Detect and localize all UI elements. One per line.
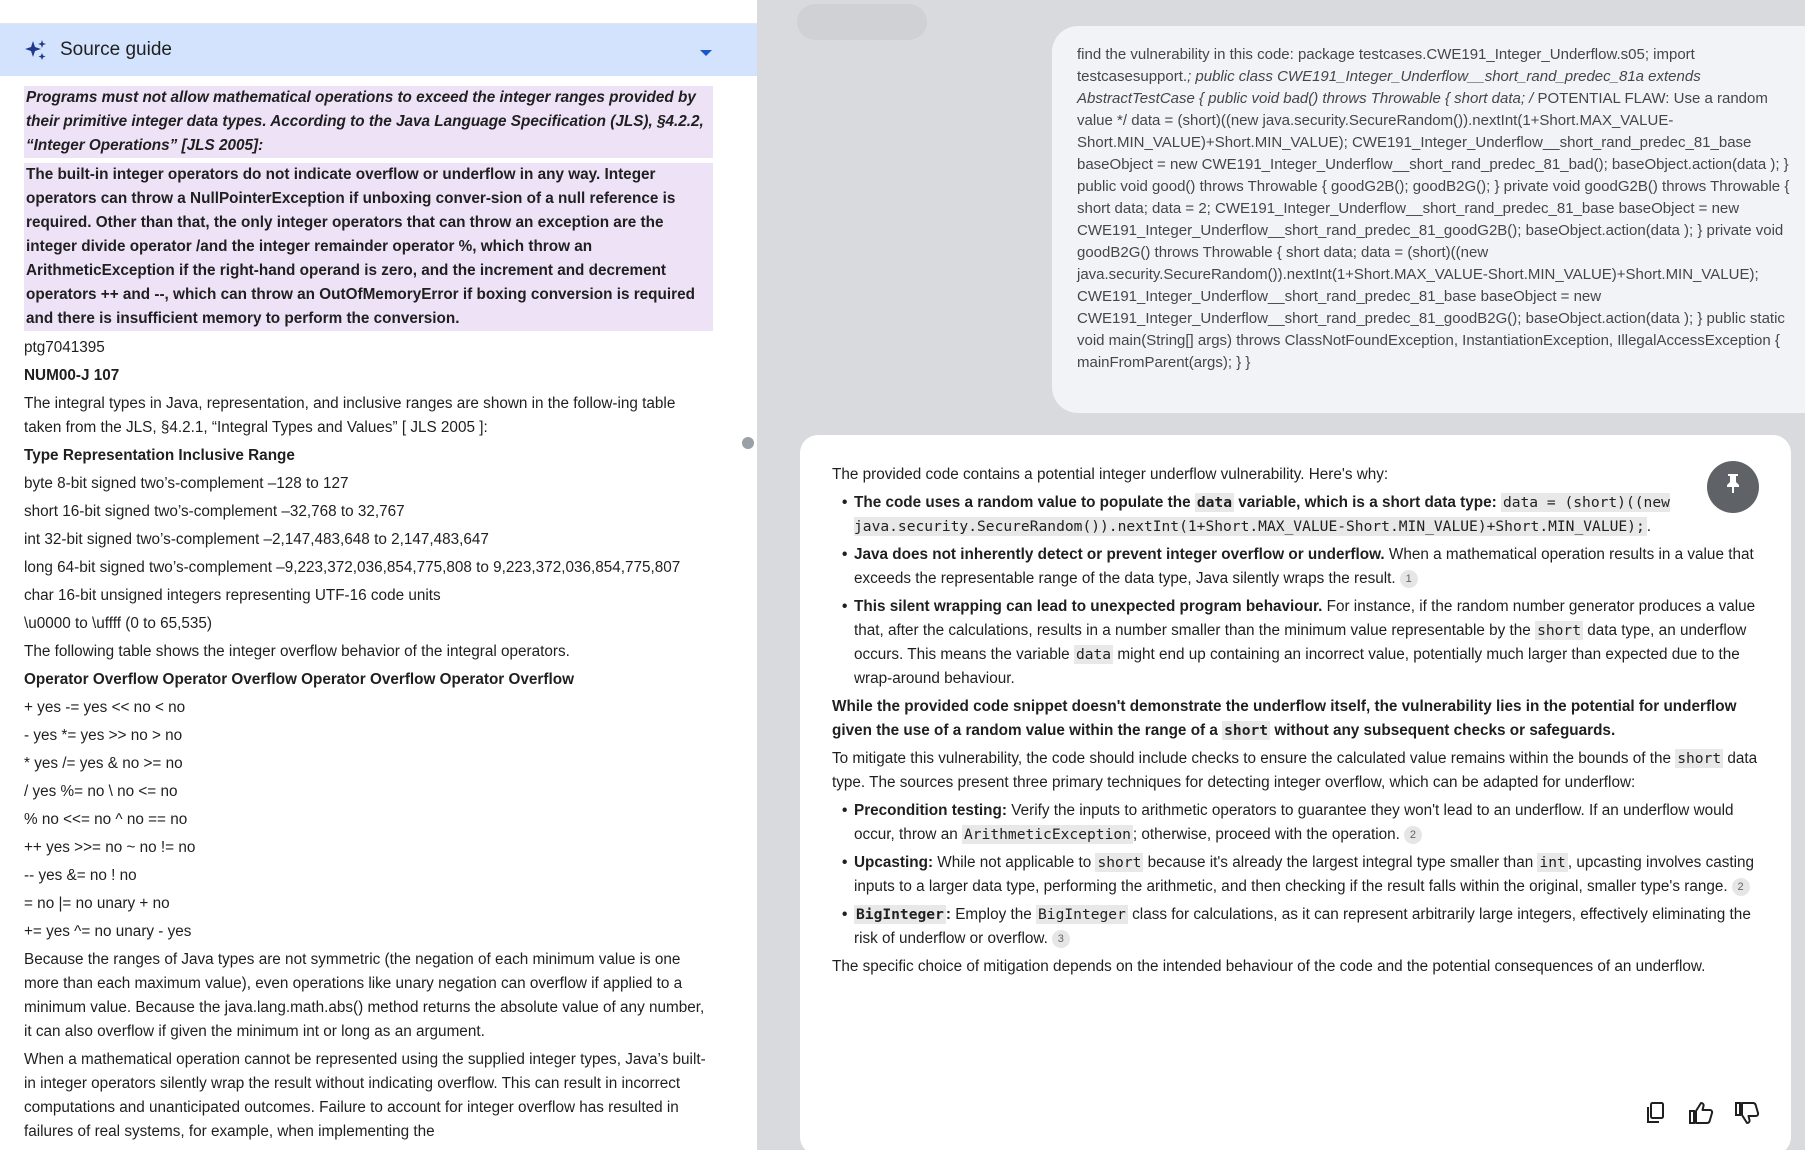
types-table-row: short 16-bit signed two’s-complement –32,768 to 32,767 [24,503,405,520]
bullet-bold-text: Java does not inherently detect or prevent integer overflow or underflow. [854,546,1385,563]
technique-text: ; otherwise, proceed with the operation. [1132,826,1400,843]
user-message-text: find the vulnerability in this code: package testcases.CWE191_Integer_Underflow.s05; import testcasesupport. [1077,46,1695,85]
bullet-bold-text: variable, which is a short data type: [1234,494,1501,511]
bullet-text: data type, an underflow occurs. This means the variable [854,622,1747,663]
list-item [842,799,1759,847]
inline-code: BigInteger [856,906,944,923]
inline-code: ArithmeticException [963,826,1131,843]
assistant-response [800,435,1791,1150]
technique-label: Precondition testing: [854,802,1007,819]
operators-table-row: / yes %= no \ no <= no [24,783,178,800]
list-item [842,851,1759,899]
source-panel-topbar [0,0,757,24]
vulnerability-summary [832,695,1759,743]
technique-text: class for calculations, as it can represent arbitrarily large integers, effectively eliminating the risk of underflow or overflow. [854,906,1751,947]
wrap-paragraph: When a mathematical operation cannot be represented using the supplied integer types, Java’s built-in integer operators silently wrap the result without indicating overflow. This can result in incorrect computations and unanticipated outcomes. Failure to account for integer overflow has resulted in failures of real systems, for example, when implementing the [24,1051,706,1140]
source-panel [0,0,757,1150]
bullet-text: When a mathematical operation results in a value that exceeds the representable range of the data type, Java silently wraps the result. [854,546,1754,587]
operators-table-row: = no |= no unary + no [24,895,170,912]
technique-label: Upcasting: [854,854,934,871]
scrollbar-thumb[interactable] [742,437,754,449]
inline-code: int [1539,854,1566,871]
inline-code: data [1196,494,1233,511]
operators-table-row: += yes ^= no unary - yes [24,923,192,940]
summary-text: without any subsequent checks or safeguards. [1270,722,1616,739]
list-item [842,903,1759,951]
operators-table-intro: The following table shows the integer overflow behavior of the integral operators. [24,643,570,660]
types-table-row: char 16-bit unsigned integers representing UTF-16 code units [24,587,441,604]
bullet-bold-text: The code uses a random value to populate the [854,494,1195,511]
source-quote-intro: Programs must not allow mathematical operations to exceed the integer ranges provided by their primitive integer data types. According to the Java Language Specification (JLS), §4.2.2, “Integer Operations” [JLS 2005]: [24,86,713,158]
operators-table-row: ++ yes >>= no ~ no != no [24,839,196,856]
operators-table-header: Operator Overflow Operator Overflow Operator Overflow Operator Overflow [24,671,574,688]
response-bullets [832,491,1759,691]
list-item [842,543,1759,591]
faded-chip [797,4,927,40]
types-table-header: Type Representation Inclusive Range [24,447,295,464]
source-quote-body: The built-in integer operators do not indicate overflow or underflow in any way. Integer operators can throw a NullPointerException if unboxing conver-sion of a null reference is required. Other than that, the only integer operators that can throw an exception are the integer divide operator /and the integer remainder operator %, which throw an ArithmeticException if the right-hand operand is zero, and the increment and decrement operators ++ and --, which can throw an OutOfMemoryError if boxing conversion is required and there is insufficient memory to perform the conversion. [24,163,713,331]
inline-code: BigInteger [1038,906,1126,923]
page-marker: ptg7041395 [24,339,105,356]
response-closing: The specific choice of mitigation depends on the intended behaviour of the code and the potential consequences of an underflow. [832,958,1706,975]
technique-label: : [945,906,951,923]
ranges-paragraph: Because the ranges of Java types are not symmetric (the negation of each minimum value is one more than each maximum value), even operations like unary negation can overflow if applied to a minimum value. Because the java.lang.math.abs() method returns the absolute value of any number, it can also overflow if given the minimum int or long as an argument. [24,951,705,1040]
thumbs-down-icon [1734,1101,1760,1133]
source-text [0,76,757,1144]
copy-icon [1644,1101,1666,1133]
chevron-down-icon[interactable] [699,45,713,55]
user-message [1052,26,1805,413]
section-heading: NUM00-J 107 [24,367,120,384]
summary-text: While the provided code snippet doesn't demonstrate the underflow itself, the vulnerability lies in the potential for underflow given the use of a random value within the range of a [832,698,1737,739]
technique-text: because it's already the largest integral type smaller than [1143,854,1538,871]
citation-badge[interactable]: 2 [1404,826,1422,844]
inline-code: short [1537,622,1581,639]
bullet-text: . [1646,518,1652,535]
inline-code: data [1075,646,1112,663]
citation-badge[interactable]: 2 [1732,878,1750,896]
operators-table-row: * yes /= yes & no >= no [24,755,183,772]
response-intro: The provided code contains a potential integer underflow vulnerability. Here's why: [832,466,1389,483]
mitigation-intro [832,747,1759,795]
citation-badge[interactable]: 1 [1400,570,1418,588]
technique-text: Verify the inputs to arithmetic operators to guarantee they won't lead to an underflow. If an underflow would occur, throw an [854,802,1734,843]
chat-area [757,0,1805,1150]
types-table-row: byte 8-bit signed two’s-complement –128 to 127 [24,475,349,492]
source-guide-title: Source guide [60,39,172,60]
operators-table-row: -- yes &= no ! no [24,867,137,884]
operators-table-row: + yes -= yes << no < no [24,699,186,716]
mitigation-bullets [832,799,1759,951]
bullet-bold-text: This silent wrapping can lead to unexpected program behaviour. [854,598,1323,615]
operators-table-row: - yes *= yes >> no > no [24,727,183,744]
technique-text: Employ the [950,906,1037,923]
bullet-text: For instance, if the random number generator produces a value that, after the calculations, results in a number smaller than the minimum value representable by the [854,598,1756,639]
types-table-row: int 32-bit signed two’s-complement –2,147,483,648 to 2,147,483,647 [24,531,489,548]
citation-badge[interactable]: 3 [1052,930,1070,948]
inline-code: short [1097,854,1142,871]
list-item [842,595,1759,691]
source-guide-header[interactable] [0,24,757,76]
thumbs-down-button[interactable] [1733,1103,1761,1131]
integral-types-intro: The integral types in Java, representation, and inclusive ranges are shown in the follow-ing table taken from the JLS, §4.2.1, “Integral Types and Values” [ JLS 2005 ]: [24,395,676,436]
sparkle-icon [24,38,48,62]
types-table-row: long 64-bit signed two’s-complement –9,223,372,036,854,775,808 to 9,223,372,036,854,775,807 [24,559,681,576]
list-item [842,491,1759,539]
inline-code: short [1224,722,1269,739]
technique-text: While not applicable to [933,854,1096,871]
user-message-text-italic: ; public class CWE191_Integer_Underflow__short_rand_predec_81a extends AbstractTestCase { public void bad() throws Throwable { short data; / [1077,68,1701,107]
user-message-text: POTENTIAL FLAW: Use a random value */ data = (short)((new java.security.SecureRandom()).nextInt(1+Short.MAX_VALUE-Short.MIN_VALUE)+Short.MIN_VALUE); CWE191_Integer_Underflow__short_rand_predec_81_base baseObject = new CWE191_Integer_Underflow__short_rand_predec_81_bad(); baseObject.action(data ); } public void good() throws Throwable { goodG2B(); goodB2G(); } private void goodG2B() throws Throwable { short data; data = 2; CWE191_Integer_Underflow__short_rand_predec_81_base baseObject = new CWE191_Integer_Underflow__short_rand_predec_81_goodG2B(); baseObject.action(data ); } private void goodB2G() throws Throwable { short data; data = (short)((new java.security.SecureRandom()).nextInt(1+Short.MAX_VALUE-Short.MIN_VALUE)+Short.MIN_VALUE); CWE191_Integer_Underflow__short_rand_predec_81_base baseObject = new CWE191_Integer_Underflow__short_rand_predec_81_goodB2G(); baseObject.action(data ); } public static void main(String[] args) throws ClassNotFoundException, InstantiationException, IllegalAccessException { mainFromParent(args); } } [1077,90,1790,371]
bullet-text: might end up containing an incorrect value, potentially much larger than expected due to the wrap-around behaviour. [854,646,1740,687]
inline-code: short [1677,750,1722,767]
inline-code: data = (short)((new java.security.SecureRandom()).nextInt(1+Short.MAX_VALUE-Short.MIN_VALUE)+Short.MIN_VALUE); [854,494,1670,535]
mitigation-text: To mitigate this vulnerability, the code should include checks to ensure the calculated value remains within the bounds of the [832,750,1676,767]
technique-text: , upcasting involves casting inputs to a larger data type, performing the arithmetic, and then checking if the result falls within the original, smaller type's range. [854,854,1755,895]
mitigation-text: data type. The sources present three primary techniques for detecting integer overflow, which can be adapted for underflow: [832,750,1758,791]
copy-button[interactable] [1641,1103,1669,1131]
thumbs-up-button[interactable] [1687,1103,1715,1131]
operators-table-row: % no <<= no ^ no == no [24,811,188,828]
thumbs-up-icon [1688,1101,1714,1133]
response-actions [1641,1103,1761,1131]
types-table-row: \u0000 to \uffff (0 to 65,535) [24,615,212,632]
